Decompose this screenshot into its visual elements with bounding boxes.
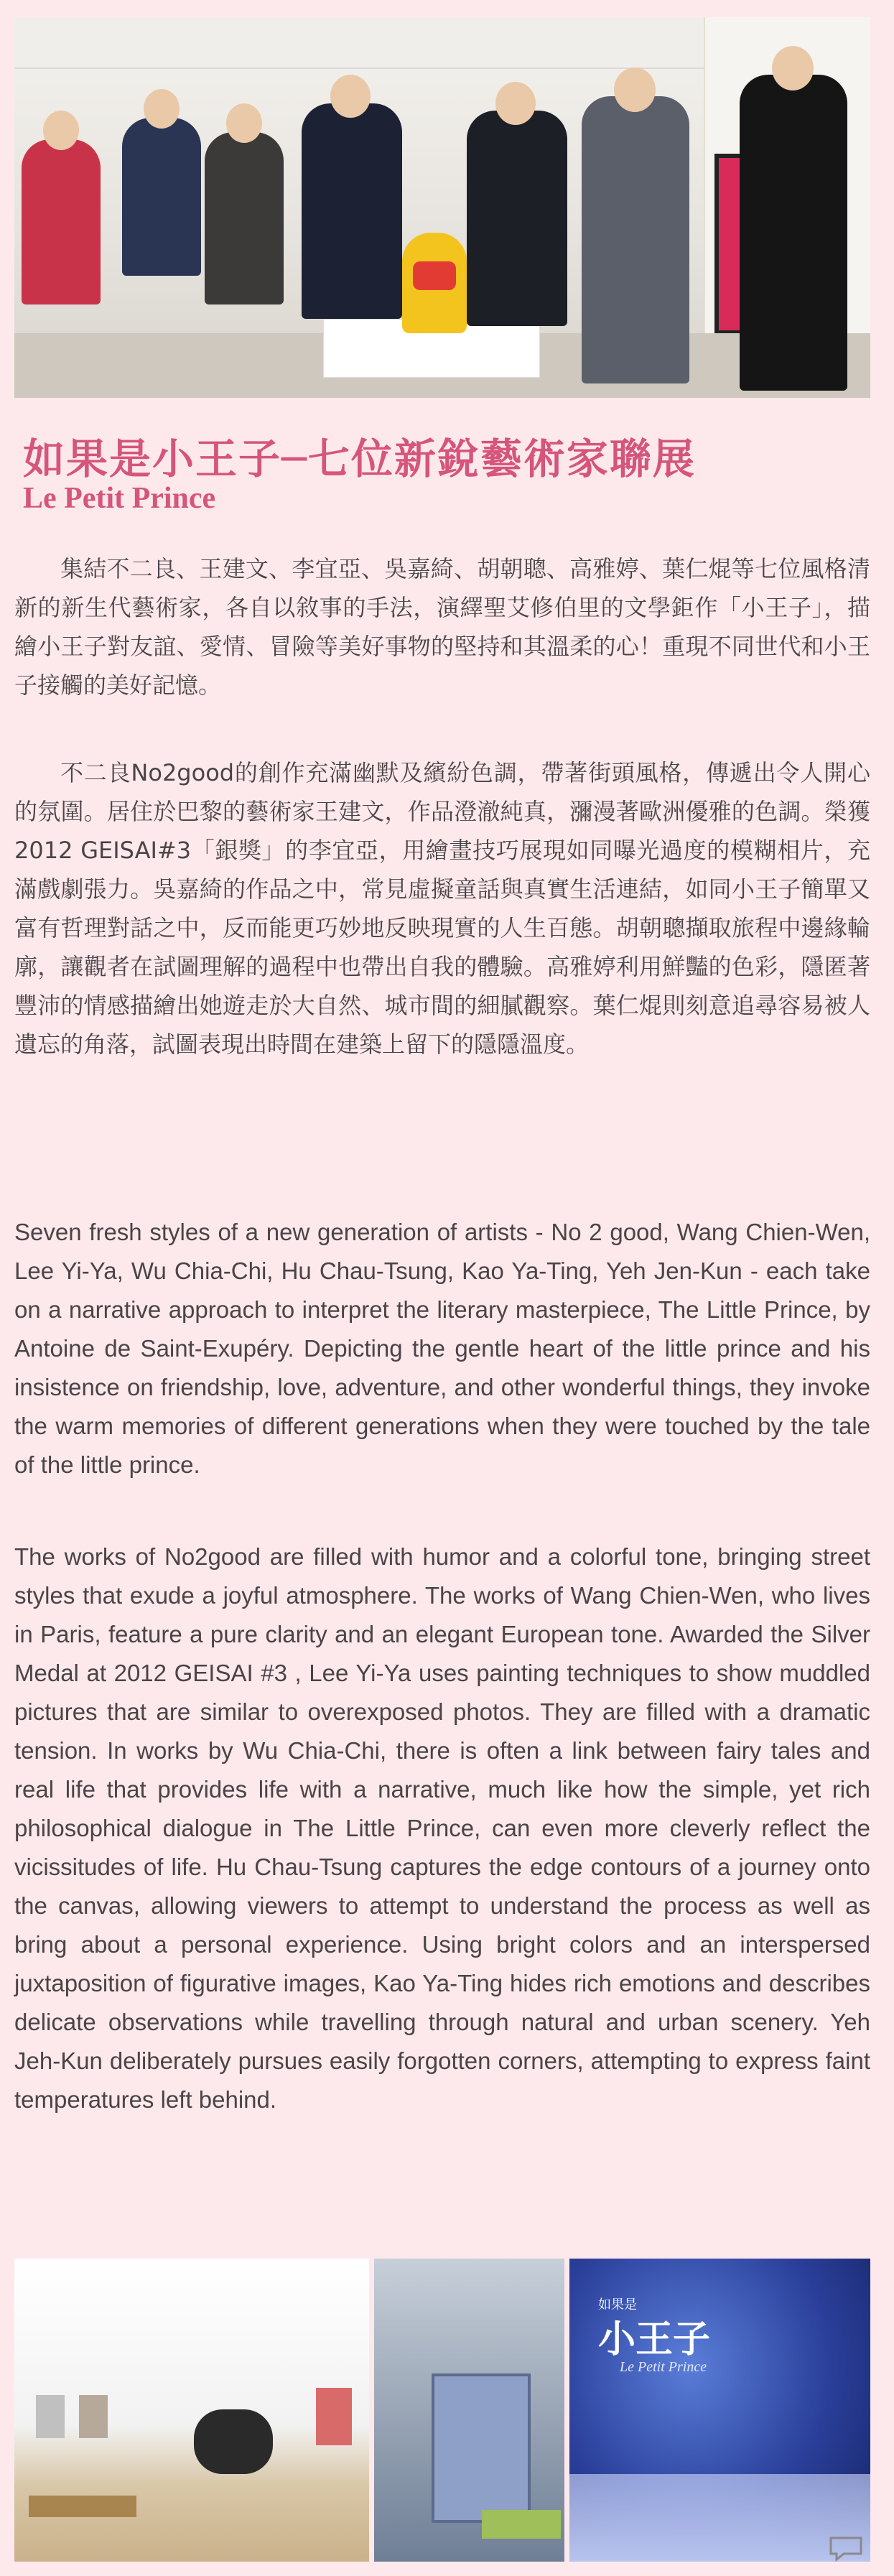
person-head: [614, 68, 656, 112]
bench: [29, 2496, 136, 2517]
zh-paragraph-artists: 不二良No2good的創作充滿幽默及繽紛色調，帶著街頭風格，傳遞出令人開心的氛圍。居住於巴黎的藝術家王建文，作品澄澈純真，瀰漫著歐洲優雅的色調。榮獲2012 GEISAI#3「銀獎」的李宜亞，用繪畫技巧展現如同曝光過度的模糊相片，充滿戲劇張力。吳嘉綺的作品之中，常見虛擬童話與真實生活連結，如同小王子簡單又富有哲理對話之中，反而能更巧妙地反映現實的人生百態。胡朝聰擷取旅程中邊緣輪廓，讓觀者在試圖理解的過程中也帶出自我的體驗。高雅婷利用鮮豔的色彩，隱匿著豐沛的情感描繪出她遊走於大自然、城市間的細膩觀察。葉仁焜則刻意追尋容易被人遺忘的角落，試圖表現出時間在建築上留下的隱隱溫度。: [14, 759, 870, 1058]
person: [582, 96, 689, 383]
chat-bubble-icon[interactable]: [828, 2535, 864, 2562]
poster-subtitle: Le Petit Prince: [620, 2359, 707, 2375]
person-head: [43, 111, 79, 150]
page-title: 如果是小王子─七位新銳藝術家聯展: [23, 434, 696, 483]
person-head: [330, 75, 371, 118]
poster-title: 小王子: [598, 2317, 711, 2361]
wall-artwork: [36, 2395, 65, 2438]
wall-artwork: [79, 2395, 108, 2438]
person: [22, 139, 101, 304]
gallery-photo-2: [374, 2259, 564, 2562]
person-head: [226, 103, 262, 143]
sculpture: [194, 2409, 273, 2474]
page-subtitle: Le Petit Prince: [23, 482, 216, 515]
wall-artwork: [316, 2388, 352, 2445]
sculpture-detail: [413, 261, 456, 290]
hero-photo: [14, 17, 870, 398]
person: [467, 111, 567, 326]
poster-small-text: 如果是: [598, 2297, 637, 2312]
person-head: [144, 89, 180, 129]
en-paragraph-artists: The works of No2good are filled with humor and a colorful tone, bringing street styles that exude a joyful atmosphere. The works of Wang Chien-Wen, who lives in Paris, feature a pure clarity and an elegant European tone. Awarded the Silver Medal at 2012 GEISAI #3 , Lee Yi-Ya uses painting techniques to show muddled pictures that are similar to overexposed photos. They are filled with a dramatic tension. In works by Wu Chia-Chi, there is often a link between fairy tales and real life that provides life with a narrative, much like how the simple, yet rich philosophical dialogue in The Little Prince, can even more cleverly reflect the vicissitudes of life. Hu Chau-Tsung captures the edge contours of a journey onto the canvas, allowing viewers to attempt to understand the process as well as bring about a personal experience. Using bright colors and an interspersed juxtaposition of figurative images, Kao Ya-Ting hides rich emotions and describes delicate observations while travelling through natural and urban scenery. Yeh Jeh-Kun deliberately pursues easily forgotten corners, attempting to express faint temperatures left behind.: [14, 1543, 870, 2113]
zh-paragraph-intro: 集結不二良、王建文、李宜亞、吳嘉綺、胡朝聰、高雅婷、葉仁焜等七位風格清新的新生代藝術家，各自以敘事的手法，演繹聖艾修伯里的文學鉅作「小王子」，描繪小王子對友誼、愛情、冒險等美好事物的堅持和其溫柔的心！重現不同世代和小王子接觸的美好記憶。: [14, 555, 870, 699]
poster-building: [569, 2474, 870, 2562]
person-head: [495, 82, 536, 125]
installation-wall: [432, 2373, 531, 2523]
person: [205, 132, 284, 304]
bench: [482, 2510, 561, 2539]
person-head: [772, 46, 814, 90]
gallery-photo-1: [14, 2259, 369, 2562]
person: [302, 103, 402, 319]
en-paragraph-intro: Seven fresh styles of a new generation of artists - No 2 good, Wang Chien-Wen, Lee Yi-Ya, Wu Chia-Chi, Hu Chau-Tsung, Kao Ya-Ting, Yeh Jen-Kun - each take on a narrative approach to interpret the literary masterpiece, The Little Prince, by Antoine de Saint-Exupéry. Depicting the gentle heart of the little prince and his insistence on friendship, love, adventure, and other wonderful things, they invoke the warm memories of different generations when they were touched by the tale of the little prince.: [14, 1219, 870, 1478]
person: [122, 118, 201, 276]
poster-image: [569, 2259, 870, 2562]
person: [740, 75, 847, 391]
